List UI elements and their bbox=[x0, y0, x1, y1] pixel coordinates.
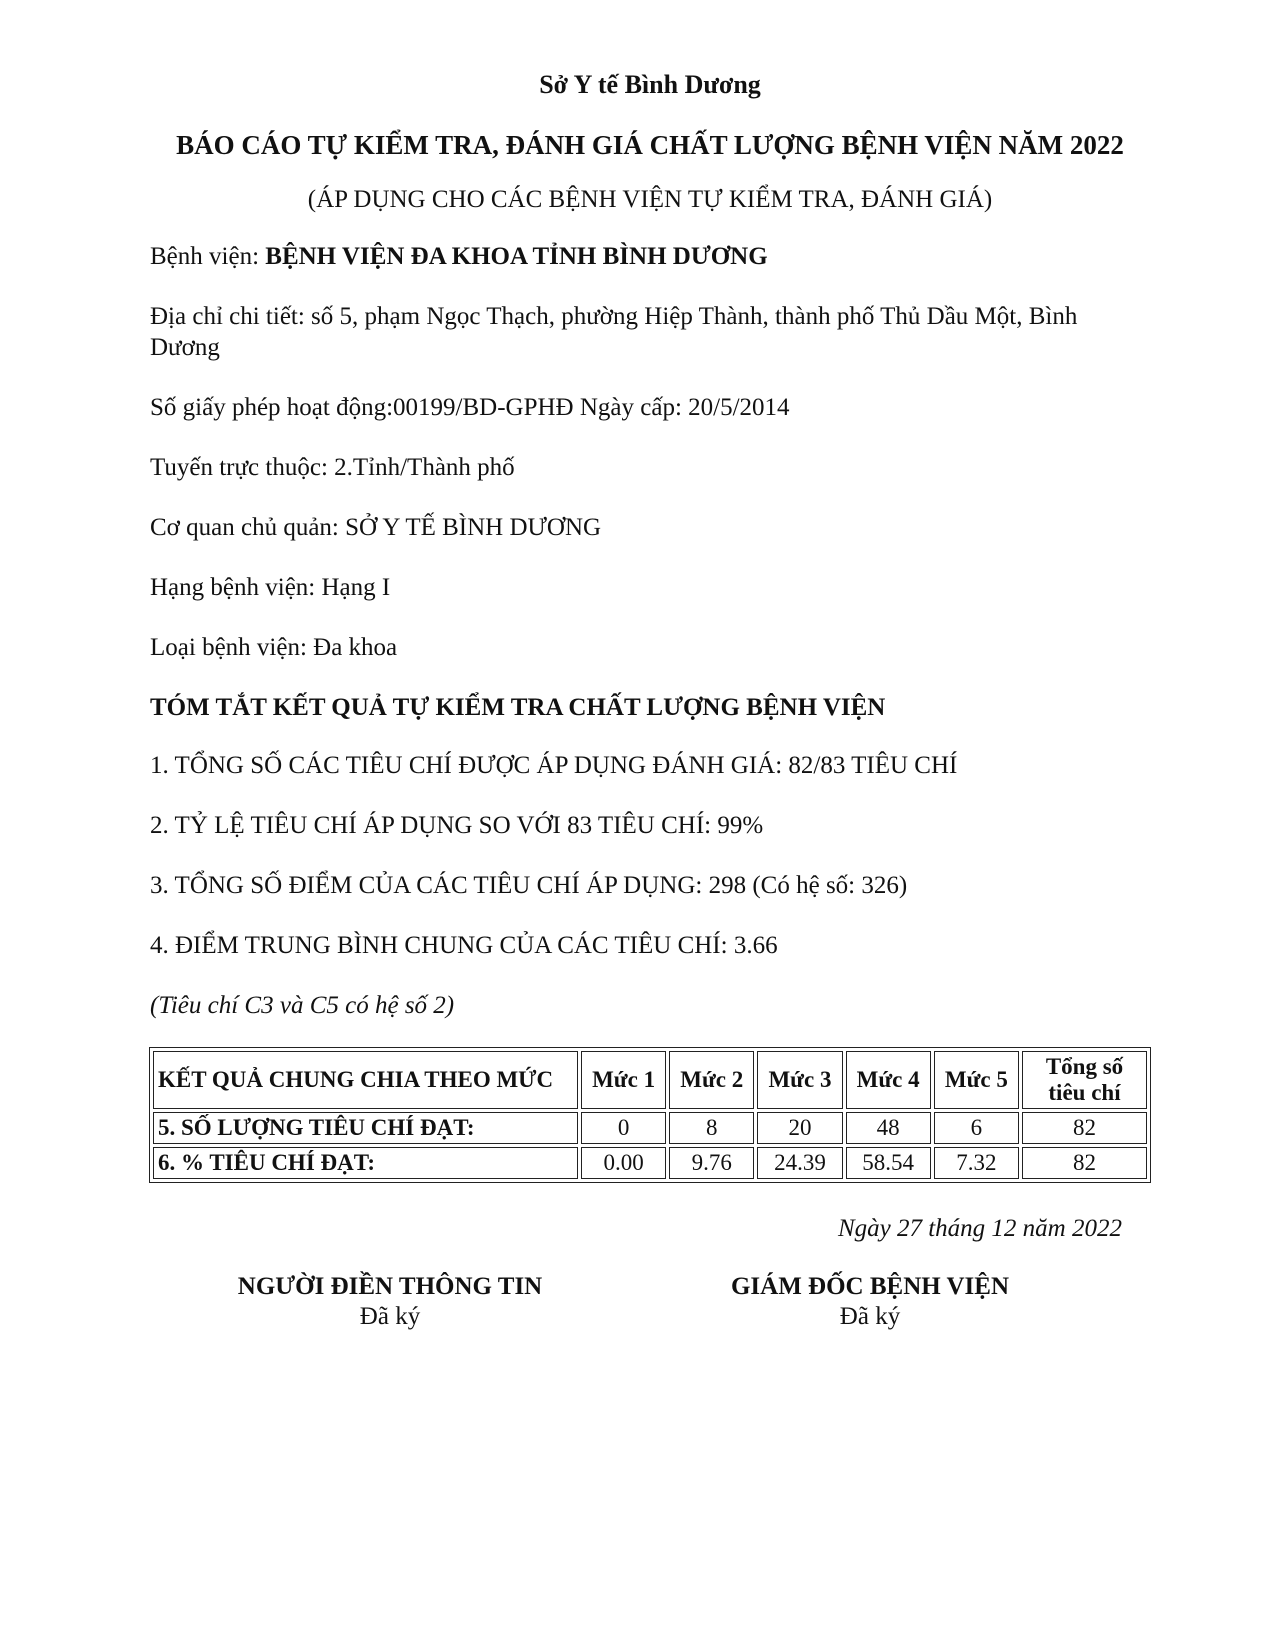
table-cell: 9.76 bbox=[669, 1147, 754, 1179]
organization-name: Sở Y tế Bình Dương bbox=[539, 70, 761, 99]
table-cell: 8 bbox=[669, 1112, 754, 1144]
level-line: Tuyến trực thuộc: 2.Tỉnh/Thành phố bbox=[150, 454, 515, 481]
hospital-name: BỆNH VIỆN ĐA KHOA TỈNH BÌNH DƯƠNG bbox=[265, 243, 768, 270]
report-title: BÁO CÁO TỰ KIỂM TRA, ĐÁNH GIÁ CHẤT LƯỢNG BỆNH VIỆN NĂM 2022 bbox=[176, 130, 1124, 160]
report-subtitle: (ÁP DỤNG CHO CÁC BỆNH VIỆN TỰ KIỂM TRA, ĐÁNH GIÁ) bbox=[307, 186, 993, 213]
agency-line: Cơ quan chủ quản: SỞ Y TẾ BÌNH DƯƠNG bbox=[150, 514, 602, 541]
table-cell: 58.54 bbox=[846, 1147, 931, 1179]
rank-line: Hạng bệnh viện: Hạng I bbox=[150, 574, 391, 601]
table-header-cell: Mức 4 bbox=[846, 1051, 931, 1109]
director-status: Đã ký bbox=[839, 1303, 901, 1330]
summary-item: 3. TỔNG SỐ ĐIỂM CỦA CÁC TIÊU CHÍ ÁP DỤNG: 298 (Có hệ số: 326) bbox=[150, 872, 908, 899]
table-cell: 6 bbox=[934, 1112, 1019, 1144]
preparer-status: Đã ký bbox=[359, 1303, 421, 1330]
summary-item: 4. ĐIỂM TRUNG BÌNH CHUNG CỦA CÁC TIÊU CHÍ: 3.66 bbox=[150, 932, 778, 959]
table-cell: 7.32 bbox=[934, 1147, 1019, 1179]
address-line: Địa chỉ chi tiết: số 5, phạm Ngọc Thạch, phường Hiệp Thành, thành phố Thủ Dầu Một, Bình Dương bbox=[150, 303, 1078, 361]
table-cell: 24.39 bbox=[757, 1147, 842, 1179]
license-line: Số giấy phép hoạt động:00199/BD-GPHĐ Ngày cấp: 20/5/2014 bbox=[150, 394, 790, 421]
table-header-row bbox=[153, 1051, 1147, 1109]
preparer-role: NGƯỜI ĐIỀN THÔNG TIN bbox=[237, 1273, 543, 1300]
table-row-label: 6. % TIÊU CHÍ ĐẠT: bbox=[153, 1147, 578, 1179]
table-cell: 20 bbox=[757, 1112, 842, 1144]
type-line: Loại bệnh viện: Đa khoa bbox=[150, 634, 398, 661]
coefficient-note: (Tiêu chí C3 và C5 có hệ số 2) bbox=[150, 992, 455, 1019]
signature-preparer bbox=[190, 1272, 590, 1332]
table-cell: 48 bbox=[846, 1112, 931, 1144]
table-cell: 82 bbox=[1022, 1147, 1147, 1179]
document-body bbox=[150, 68, 1150, 1342]
signature-block bbox=[150, 1272, 1150, 1342]
table-cell: 0 bbox=[581, 1112, 666, 1144]
signature-director bbox=[670, 1272, 1070, 1332]
hospital-line bbox=[150, 241, 1150, 272]
hospital-label: Bệnh viện: bbox=[150, 243, 266, 270]
table-row bbox=[153, 1147, 1147, 1179]
table-header-cell: Mức 5 bbox=[934, 1051, 1019, 1109]
table-cell: 0.00 bbox=[581, 1147, 666, 1179]
table-cell: 82 bbox=[1022, 1112, 1147, 1144]
results-table bbox=[149, 1047, 1151, 1183]
report-date: Ngày 27 tháng 12 năm 2022 bbox=[837, 1215, 1122, 1242]
summary-item: 1. TỔNG SỐ CÁC TIÊU CHÍ ĐƯỢC ÁP DỤNG ĐÁNH GIÁ: 82/83 TIÊU CHÍ bbox=[150, 752, 958, 779]
summary-heading: TÓM TẮT KẾT QUẢ TỰ KIỂM TRA CHẤT LƯỢNG BỆNH VIỆN bbox=[150, 694, 886, 721]
table-row bbox=[153, 1112, 1147, 1144]
director-role: GIÁM ĐỐC BỆNH VIỆN bbox=[730, 1273, 1010, 1300]
table-header-cell: KẾT QUẢ CHUNG CHIA THEO MỨC bbox=[153, 1051, 578, 1109]
summary-item: 2. TỶ LỆ TIÊU CHÍ ÁP DỤNG SO VỚI 83 TIÊU CHÍ: 99% bbox=[150, 812, 764, 839]
table-row-label: 5. SỐ LƯỢNG TIÊU CHÍ ĐẠT: bbox=[153, 1112, 578, 1144]
table-header-cell: Mức 2 bbox=[669, 1051, 754, 1109]
table-header-cell: Tổng số tiêu chí bbox=[1022, 1051, 1147, 1109]
table-header-cell: Mức 3 bbox=[757, 1051, 842, 1109]
table-header-cell: Mức 1 bbox=[581, 1051, 666, 1109]
